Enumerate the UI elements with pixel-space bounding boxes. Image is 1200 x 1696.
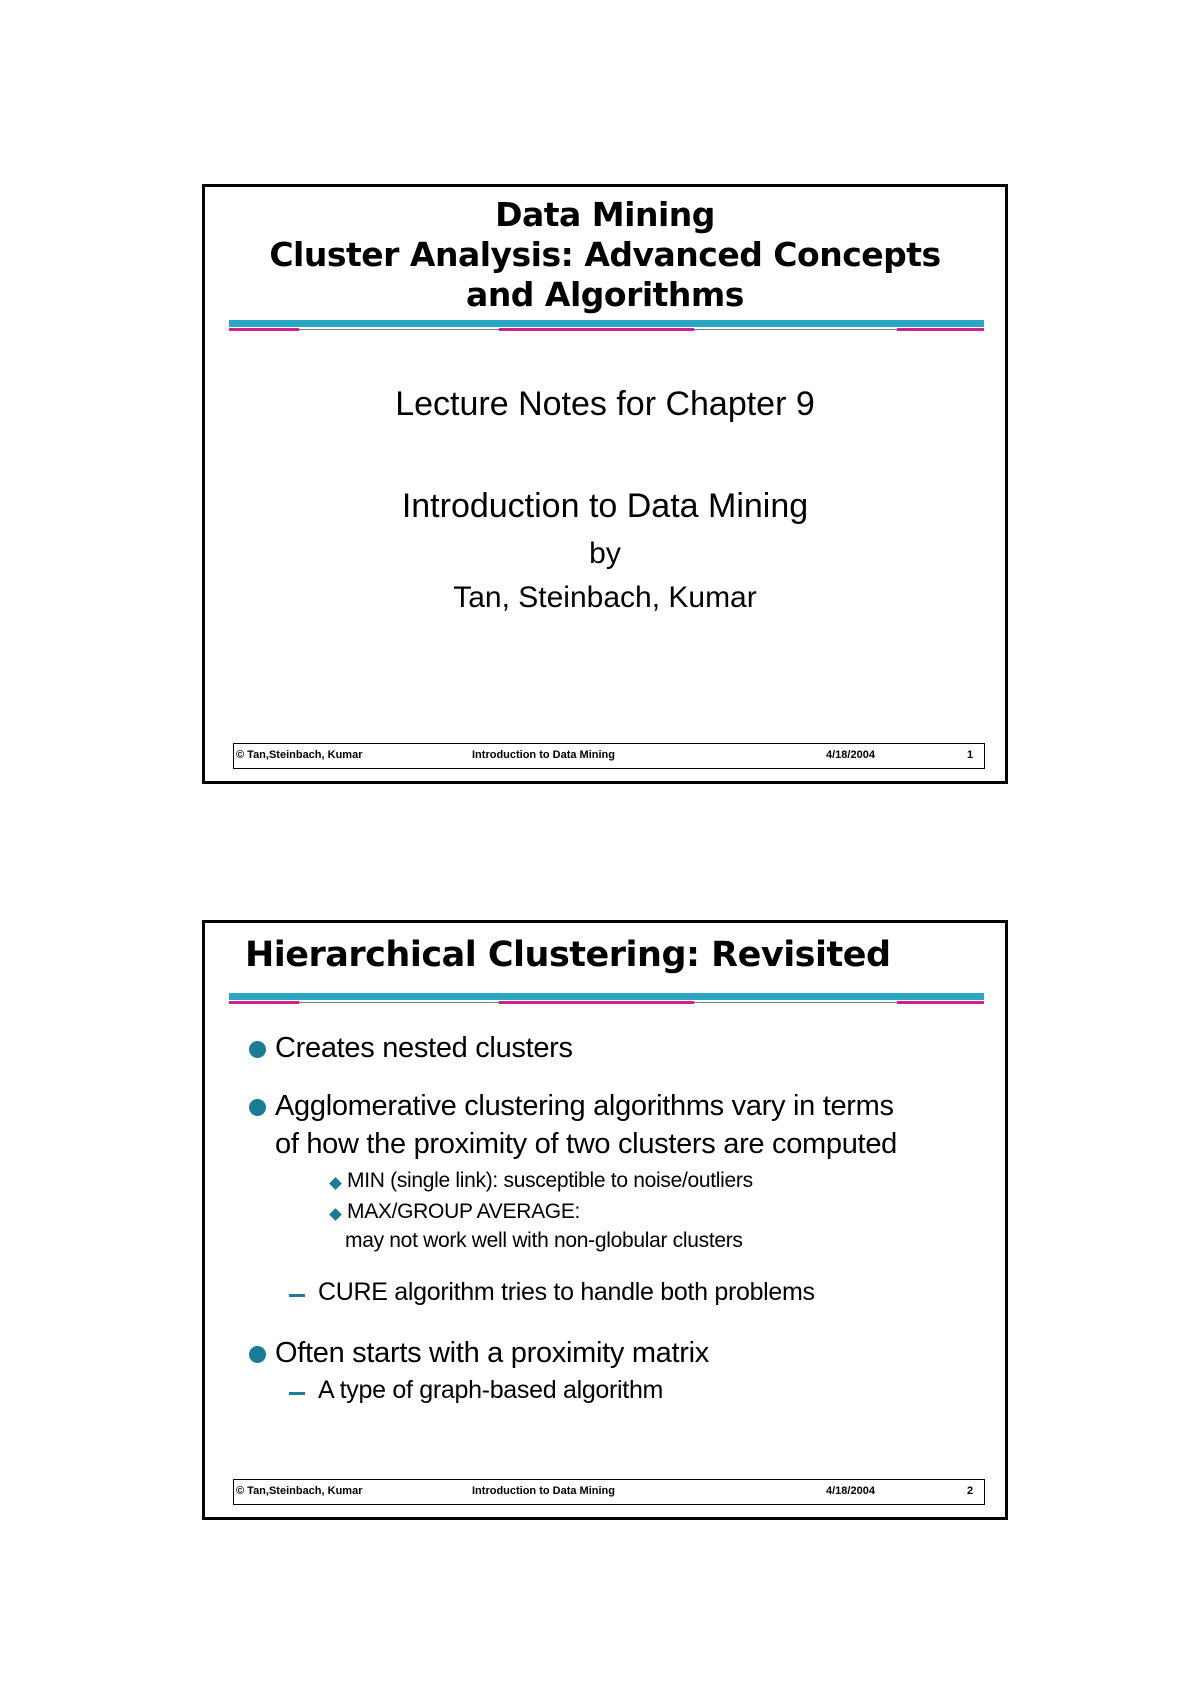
footer-title: Introduction to Data Mining — [472, 749, 615, 761]
slide-footer — [233, 1479, 985, 1505]
footer-copyright: © Tan,Steinbach, Kumar — [236, 749, 363, 761]
bullet-2-line-1: Agglomerative clustering algorithms vary in terms — [275, 1090, 894, 1122]
bullet-dot-icon — [249, 1346, 266, 1363]
diamond-bullet-icon — [329, 1208, 342, 1221]
dash-bullet-icon — [289, 1294, 305, 1297]
footer-page-number: 2 — [967, 1485, 974, 1497]
slide-title: Hierarchical Clustering: Revisited — [245, 935, 891, 975]
bullet-dot-icon — [249, 1041, 266, 1058]
dash-bullet-icon — [289, 1392, 305, 1395]
bullet-dot-icon — [249, 1099, 266, 1116]
authors: Tan, Steinbach, Kumar — [453, 581, 757, 614]
slide-footer — [233, 743, 985, 769]
bullet-2-line-2: of how the proximity of two clusters are computed — [275, 1128, 897, 1160]
sub-bullet-2-line-2: may not work well with non-globular clusters — [345, 1229, 743, 1252]
subtitle: Lecture Notes for Chapter 9 — [395, 385, 815, 423]
footer-copyright: © Tan,Steinbach, Kumar — [236, 1485, 363, 1497]
dash-item-1: CURE algorithm tries to handle both problems — [318, 1278, 815, 1306]
bullet-3: Often starts with a proximity matrix — [275, 1337, 709, 1369]
slide-2 — [202, 920, 1008, 1520]
header-rule — [229, 993, 984, 1007]
title-line-3: and Algorithms — [466, 275, 744, 314]
footer-date: 4/18/2004 — [826, 749, 875, 761]
slide-title — [205, 195, 1005, 315]
footer-title: Introduction to Data Mining — [472, 1485, 615, 1497]
sub-bullet-1: MIN (single link): susceptible to noise/outliers — [347, 1169, 753, 1192]
book-title: Introduction to Data Mining — [401, 487, 809, 525]
title-line-2: Cluster Analysis: Advanced Concepts — [269, 235, 941, 274]
header-rule — [229, 320, 984, 334]
bullet-1: Creates nested clusters — [275, 1032, 573, 1064]
diamond-bullet-icon — [329, 1177, 342, 1190]
dash-item-2: A type of graph-based algorithm — [318, 1376, 664, 1404]
sub-bullet-2-line-1: MAX/GROUP AVERAGE: — [347, 1200, 581, 1223]
by-text: by — [589, 537, 621, 570]
slide-1 — [202, 184, 1008, 784]
footer-date: 4/18/2004 — [826, 1485, 875, 1497]
title-line-1: Data Mining — [495, 195, 715, 234]
footer-page-number: 1 — [967, 749, 974, 761]
